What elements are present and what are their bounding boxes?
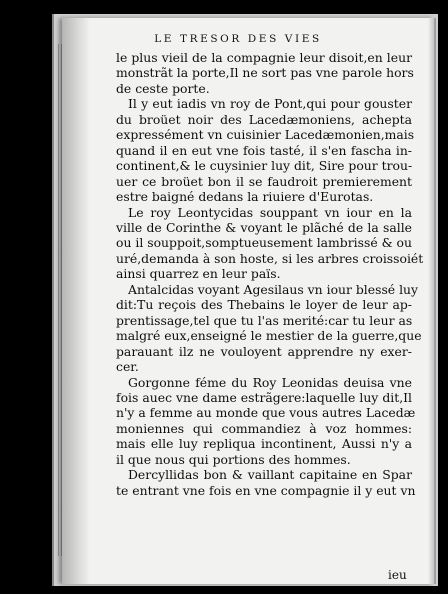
page-edge-line [58,44,59,556]
text-line: malgré eux,enseigné le mestier de la guerre,que [116,328,422,344]
text-line: te entrant vne fois en vne compagnie il y eut vn [116,482,416,498]
text-line: il que nous qui portions des hommes. [116,451,351,467]
text-line: quand il en eut vne fois tasté, il s'en fascha in- [116,142,412,158]
text-line: monstrãt la porte,Il ne sort pas vne parole hors [116,65,414,81]
text-line: uré,demanda à son hoste, si les arbres croissoiét [116,250,424,266]
text-line: ou il souppoit,somptueusement lambrissé & ou [116,235,413,251]
text-line: ville de Corinthe & voyant le plãché de la salle [116,219,412,235]
text-line: parauant ilz ne vouloyent apprendre ny exer- [116,343,412,359]
paragraph-start-line: Antalcidas voyant Agesilaus vn iour blessé luy [128,281,419,297]
page-text [116,50,424,498]
text-line: prentissage,tel que tu l'as merité:car tu leur as [116,312,413,328]
text-line: dit:Tu reçois des Thebains le loyer de leur ap- [116,297,412,313]
paragraph-start-line: Dercyllidas bon & vaillant capitaine en Spar [128,467,412,483]
paragraph-start-line: Il y eut iadis vn roy de Pont,qui pour gouster [128,96,412,112]
text-line: continent,& le cuysinier luy dit, Sire pour trou- [116,158,413,174]
spine-shadow [62,18,90,584]
paragraph-start-line: Le roy Leontycidas souppant vn iour en la [128,204,412,220]
text-line: mais elle luy repliqua incontinent, Aussi n'y a [116,436,412,452]
text-line: estre baigné dedans la riuiere d'Eurotas. [116,189,374,205]
text-line: fois auec vne dame estrãgere:laquelle luy dit,Il [116,389,412,405]
text-line: expressément vn cuisinier Lacedæmonien,mais [116,127,415,143]
text-line: le plus vieil de la compagnie leur disoit,en leur [116,50,412,65]
running-title: LE TRESOR DES VIES [154,33,322,45]
catchword: ieu [388,568,407,582]
text-line: ainsi quarrez en leur païs. [116,266,281,282]
text-line: du broüet noir des Lacedæmoniens, achepta [116,111,412,127]
text-line: moniennes qui commandiez à voz hommes: [116,420,412,436]
text-line: n'y a femme au monde que vous autres Lacedæ [116,405,416,421]
text-line: uer ce broüet bon il se faudroit premierement [116,173,412,189]
text-line: cer. [116,359,139,375]
paragraph-start-line: Gorgonne féme du Roy Leonidas deuisa vne [128,374,412,390]
text-line: de ceste porte. [116,80,210,96]
page-edge-shadow [428,18,436,584]
